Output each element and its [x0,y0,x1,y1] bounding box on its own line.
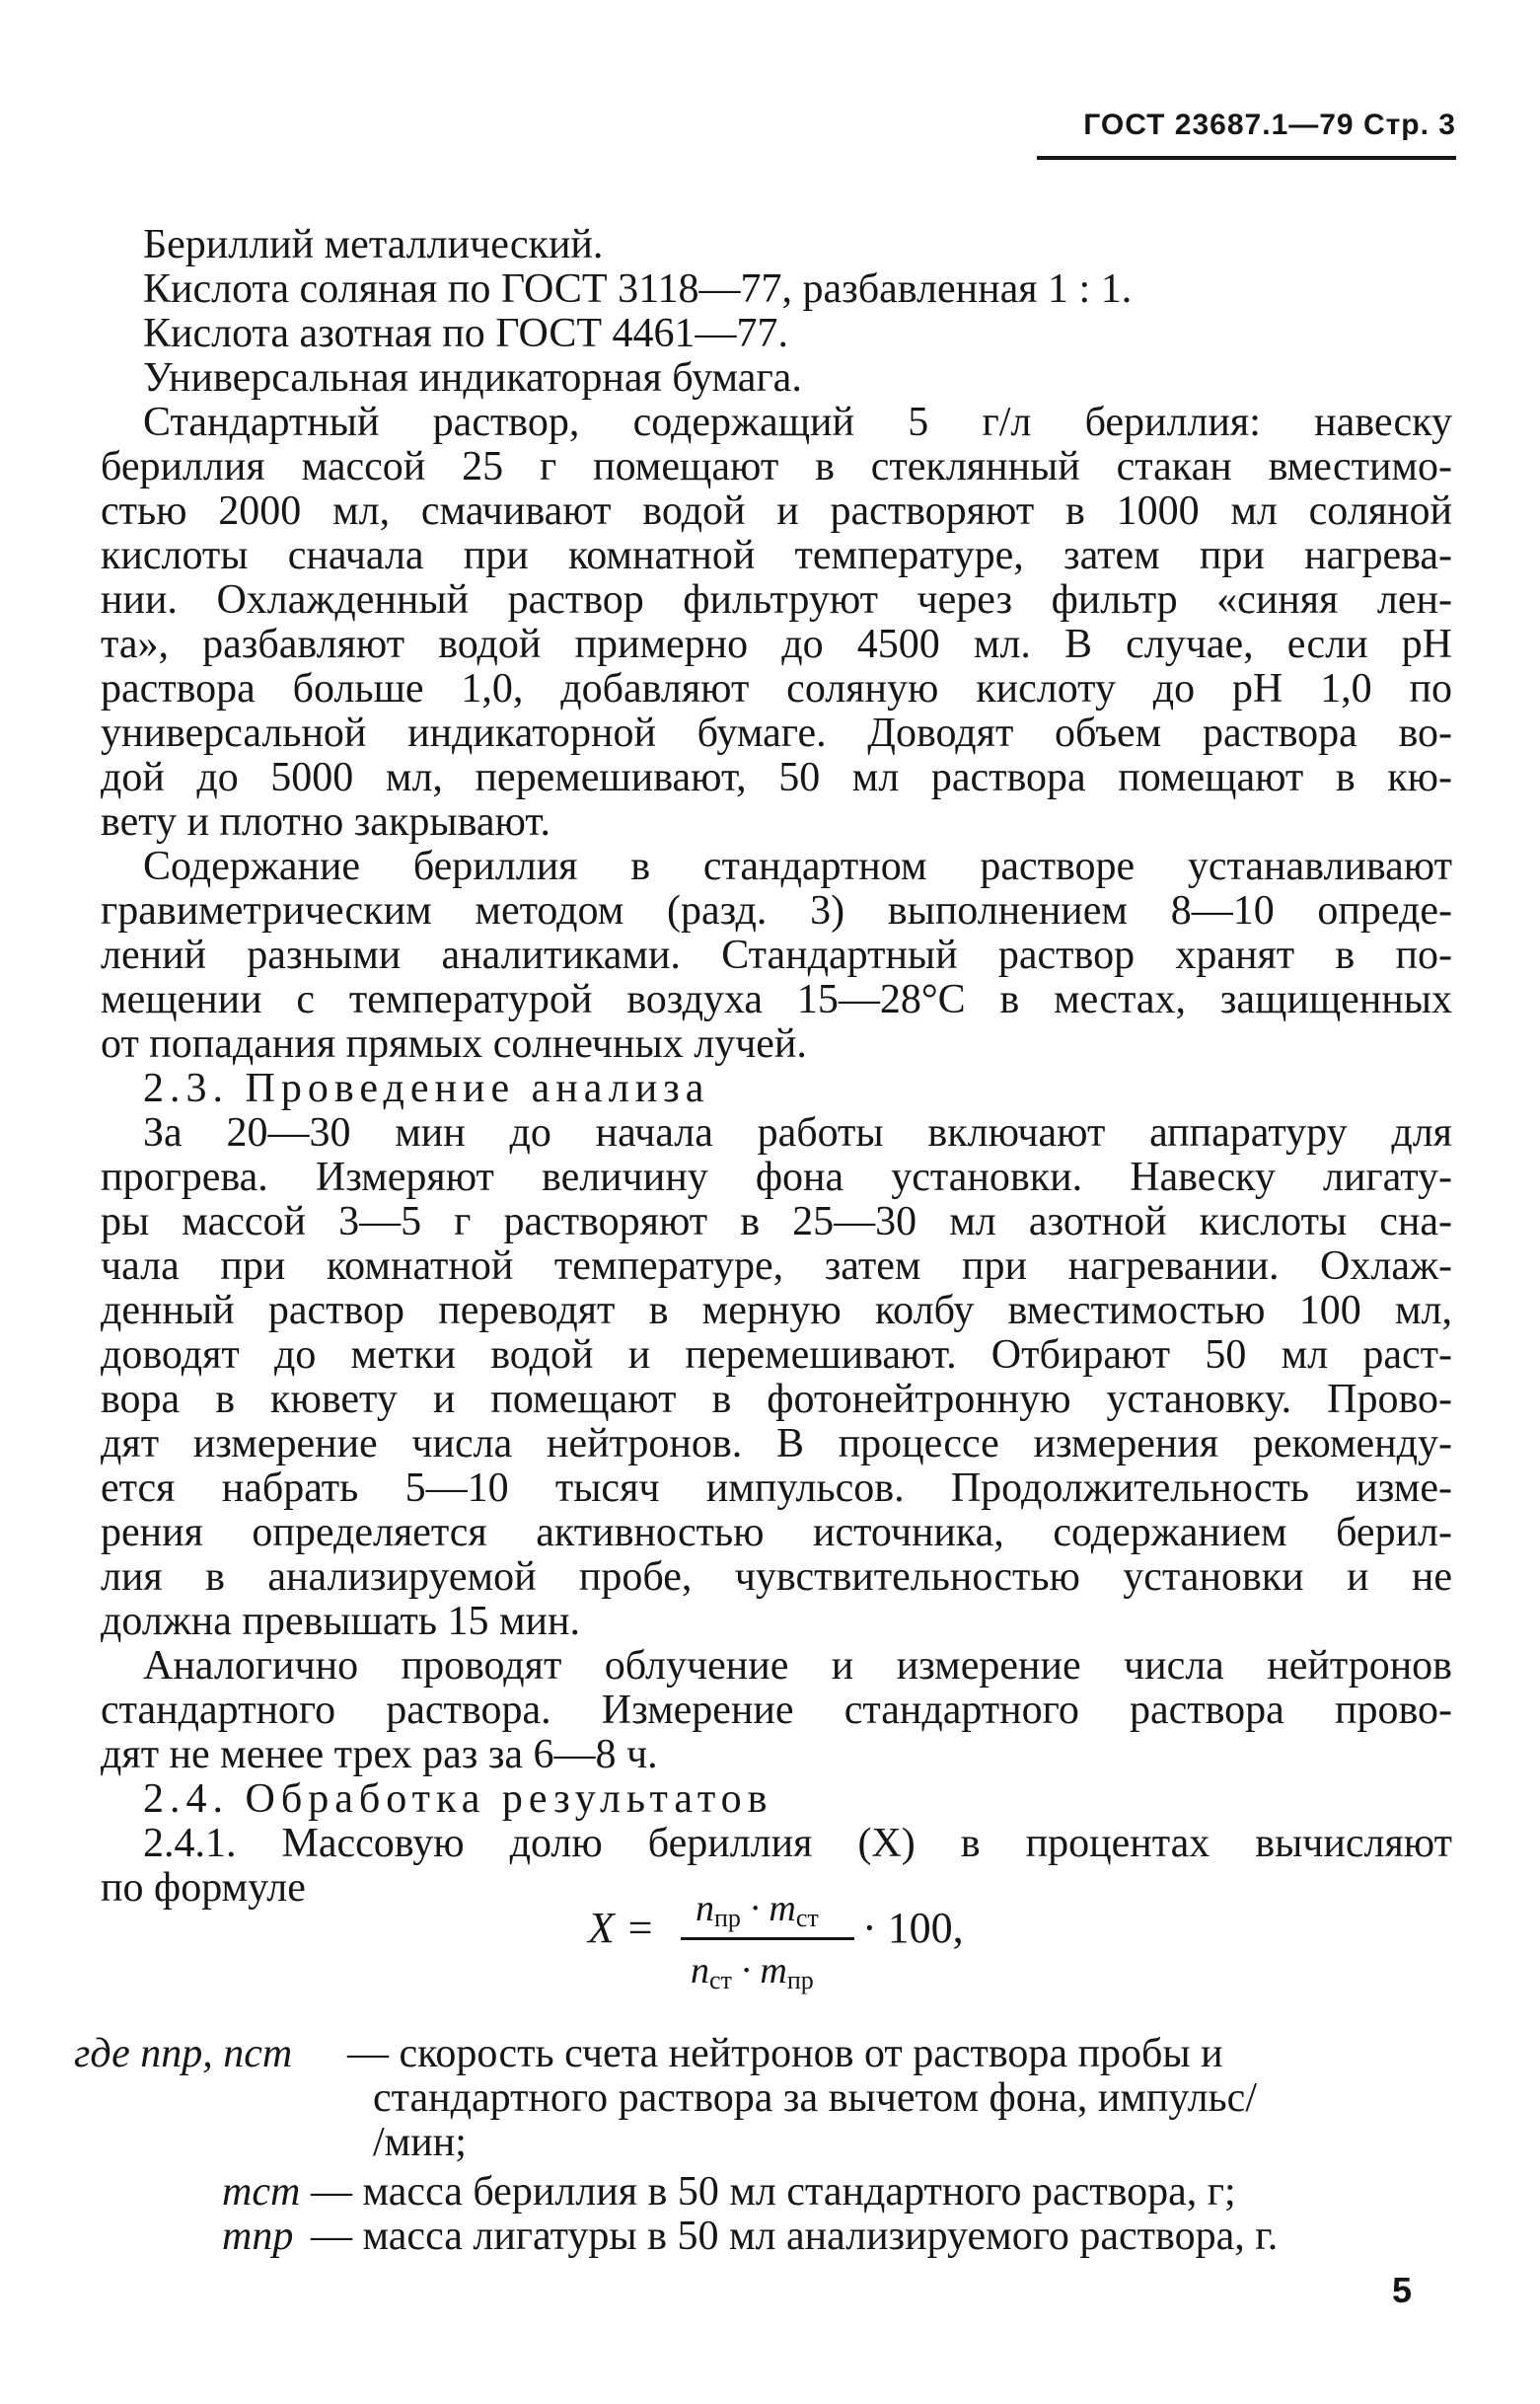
text-line: стью 2000 мл, смачивают водой и растворяют в 1000 мл соляной [101,488,1452,534]
text-line: дой до 5000 мл, перемешивают, 50 мл раствора помещают в кю- [101,755,1452,800]
text-line: дят измерение числа нейтронов. В процессе измерения рекоменду- [101,1421,1452,1466]
definition-text: — скорость счета нейтронов от раствора пробы и [347,2031,1223,2076]
text-line: лений разными аналитиками. Стандартный раствор хранят в по- [101,933,1452,978]
text-line: Стандартный раствор, содержащий 5 г/л бериллия: навеску [143,400,1452,445]
text-line: чала при комнатной температуре, затем при нагревании. Охлаж- [101,1243,1452,1289]
text-line: доводят до метки водой и перемешивают. Отбирают 50 мл раст- [101,1332,1452,1378]
text-line: Аналогично проводят облучение и измерение числа нейтронов [143,1643,1452,1689]
header-rule [1037,156,1456,160]
text-line: денный раствор переводят в мерную колбу вместимостью 100 мл, [101,1288,1452,1333]
page-header: ГОСТ 23687.1—79 Стр. 3 [1083,109,1456,141]
definition-text: — масса бериллия в 50 мл стандартного раствора, г; [311,2169,1236,2215]
text-line: универсальной индикаторной бумаге. Доводят объем раствора во- [101,711,1452,756]
text-line: стандартного раствора. Измерение стандартного раствора прово- [101,1688,1452,1733]
formula-lhs: X = [588,1904,655,1952]
definition-term: mпр [222,2214,294,2259]
text-line: Бериллий металлический. [143,222,604,267]
text-line: лия в анализируемой пробе, чувствительностью установки и не [101,1554,1452,1600]
text-line: бериллия массой 25 г помещают в стеклянный стакан вместимо- [101,444,1452,489]
definition-term: где nпр, nст [74,2031,293,2076]
formula-tail: · 100, [862,1904,964,1952]
text-line: Кислота соляная по ГОСТ 3118—77, разбавленная 1 : 1. [143,266,1133,312]
formula-numerator: $n_{пр} \cdot m_{ст}$ [696,1888,819,1932]
text-line: За 20—30 мин до начала работы включают аппаратуру для [143,1110,1452,1156]
text-line: должна превышать 15 мин. [101,1599,581,1644]
fraction-bar [681,1937,854,1940]
text-line: та», разбавляют водой примерно до 4500 мл. В случае, если pH [101,622,1452,667]
text-line: ры массой 3—5 г растворяют в 25—30 мл азотной кислоты сна- [101,1199,1452,1244]
text-line: 2.4.1. Массовую долю бериллия (X) в процентах вычисляют [143,1821,1452,1866]
text-line: кислоты сначала при комнатной температуре, затем при нагрева- [101,533,1452,578]
text-line: гравиметрическим методом (разд. 3) выполнением 8—10 опреде- [101,888,1452,934]
definition-text: — масса лигатуры в 50 мл анализируемого раствора, г. [311,2214,1279,2259]
text-line: прогрева. Измеряют величину фона установки. Навеску лигату- [101,1155,1452,1200]
text-line: вету и плотно закрывают. [101,799,551,845]
page-number: 5 [1391,2270,1412,2310]
definition-text: /мин; [373,2120,467,2165]
definition-text: стандартного раствора за вычетом фона, импульс/ [373,2075,1257,2121]
text-line: вора в кювету и помещают в фотонейтронную установку. Прово- [101,1377,1452,1422]
definition-term: mст [222,2169,301,2215]
text-line: раствора больше 1,0, добавляют соляную кислоту до pH 1,0 по [101,666,1452,712]
text-line: нии. Охлажденный раствор фильтруют через фильтр «синяя лен- [101,577,1452,623]
text-line: Содержание бериллия в стандартном растворе устанавливают [143,844,1452,889]
text-line: от попадания прямых солнечных лучей. [101,1021,807,1067]
text-line: Кислота азотная по ГОСТ 4461—77. [143,311,788,356]
text-line: мещении с температурой воздуха 15—28°C в местах, защищенных [101,977,1452,1022]
text-line: дят не менее трех раз за 6—8 ч. [101,1732,658,1777]
text-line: Универсальная индикаторная бумага. [143,355,802,401]
text-line: ется набрать 5—10 тысяч импульсов. Продолжительность изме- [101,1465,1452,1511]
text-line: рения определяется активностью источника, содержанием берил- [101,1510,1452,1555]
text-line: 2.4. Обработка результатов [143,1776,773,1822]
text-line: по формуле [101,1865,306,1911]
text-line: 2.3. Проведение анализа [143,1066,710,1111]
formula-denominator: $n_{ст} \cdot m_{пр}$ [691,1950,814,1994]
